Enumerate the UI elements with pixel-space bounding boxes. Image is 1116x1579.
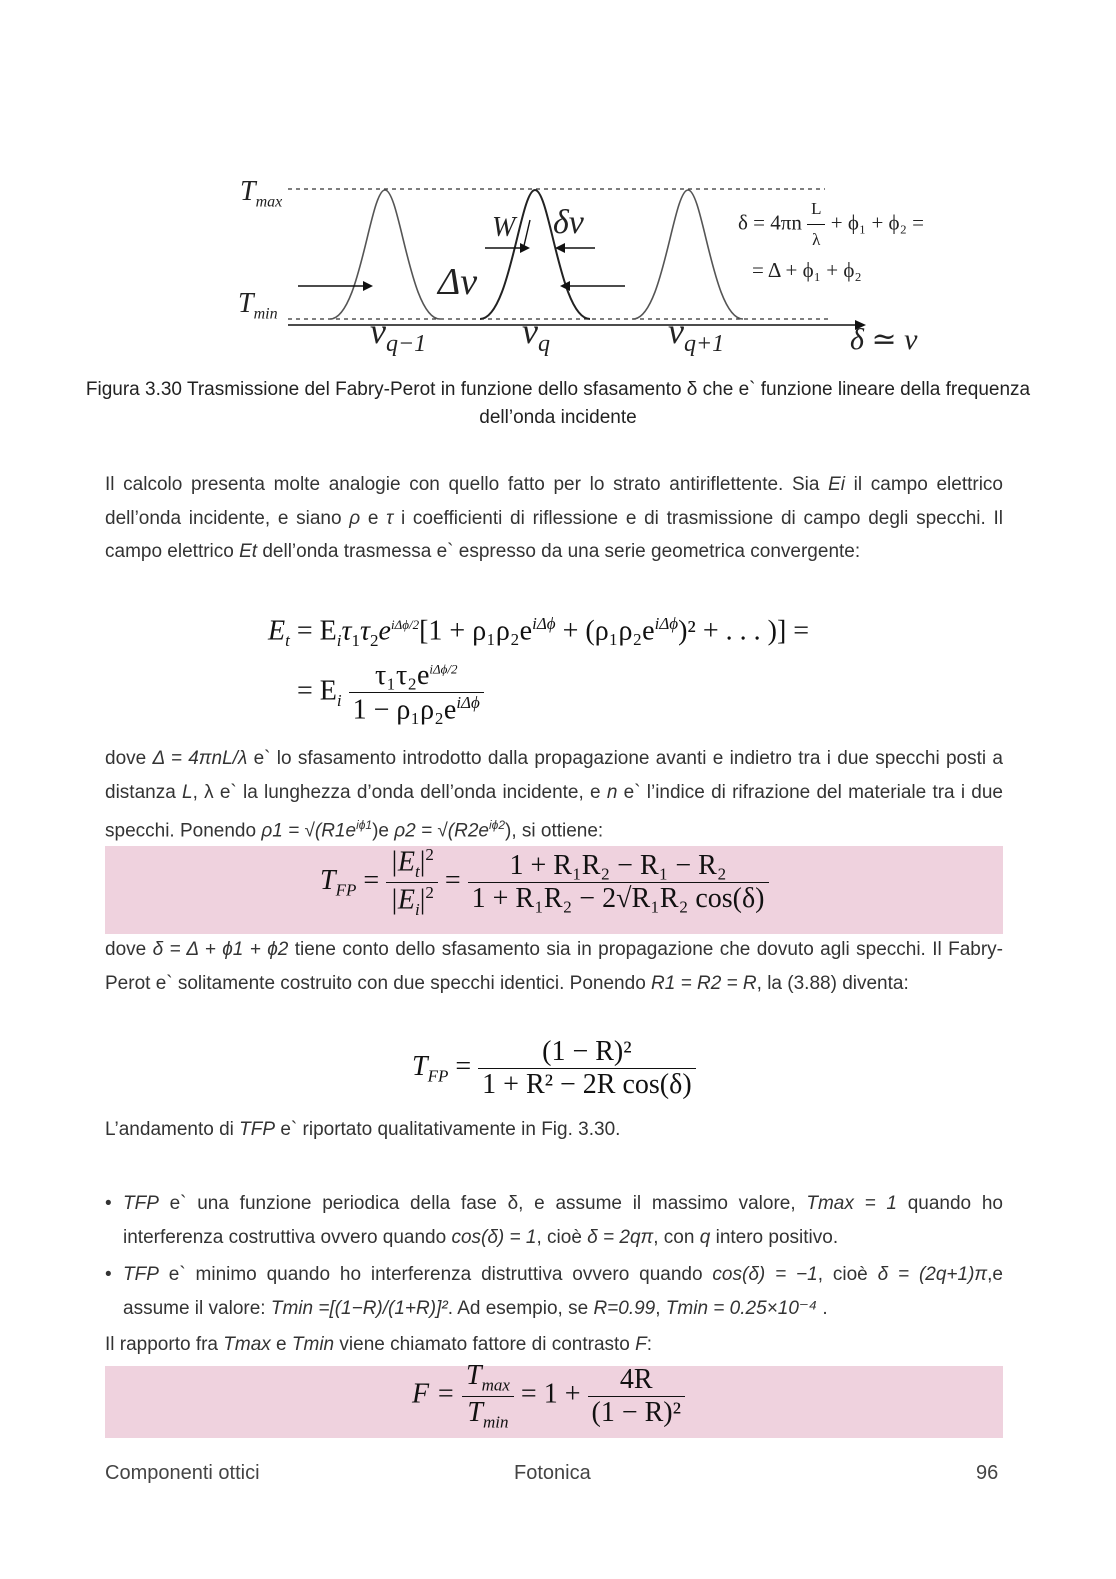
tmax-label: $T_{max}$ <box>240 176 283 211</box>
figure-caption: Figura 3.30 Trasmissione del Fabry-Perot in funzione dello sfasamento δ che e` funzione lineare della frequenza dell’onda incidente <box>85 379 1031 428</box>
equation-contrast: F = $\frac{T_{max}}{T_{min}}$ = 1 + $\frac{4R}{\text{(1 − R)²}}$ <box>412 1360 685 1432</box>
peak-q-minus-1 <box>330 190 440 319</box>
footer-page-number: 96 <box>976 1462 999 1484</box>
paragraph-4: L’andamento di TFP e` riportato qualitativamente in Fig. 3.30. <box>105 1119 621 1140</box>
bullet-2: • TFP e` minimo quando ho interferenza distruttiva ovvero quando cos(δ) = −1, cioè δ = (2q+1)π,e assume il valore: Tmin =[(1−R)/(1+R)]². Ad esempio, se R=0.99, Tmin = 0.25×10⁻⁴ . <box>105 1264 1004 1319</box>
figure <box>230 170 990 370</box>
paragraph-5: Il rapporto fra Tmax e Tmin viene chiamato fattore di contrasto F: <box>105 1334 653 1355</box>
paragraph-1: Il calcolo presenta molte analogie con quello fatto per lo strato antiriflettente. Sia Ei il campo elettrico dell’onda incidente, e siano ρ e τ i coefficienti di riflessione e di trasmissione di campo degli specchi. Il campo elettrico Et dell’onda trasmessa e` espresso da una serie geometrica convergente: <box>105 474 1003 562</box>
Dnu-label: Δν <box>438 261 478 303</box>
nu-q-minus-1-label: $\nu_{q-1}$ <box>370 311 427 358</box>
equation-tfp-identical: $T_{FP}$ = $\frac{\text{(1 − R)²}}{\text{1 + R² − 2R cos(δ)}}$ <box>412 1036 696 1101</box>
paragraph-3: dove δ = Δ + ϕ1 + ϕ2 tiene conto dello sfasamento sia in propagazione che dovuto agli specchi. Il Fabry-Perot e` solitamente costruito con due specchi identici. Ponendo R1 = R2 = R, la (3.88) diventa: <box>105 939 1003 994</box>
figure-formula: δ = 4πn $\frac{L}{\lambda}$ + ϕ₁ + ϕ₂ = = Δ + ϕ₁ + ϕ₂ <box>738 199 925 282</box>
footer-center: Fotonica <box>514 1462 591 1484</box>
bullet-1: • TFP e` una funzione periodica della fase δ, e assume il massimo valore, Tmax = 1 quando ho interferenza costruttiva ovvero quando cos(δ) = 1, cioè δ = 2qπ, con q intero positivo. <box>105 1193 1003 1248</box>
w-label: W <box>492 212 516 243</box>
paragraph-2: dove Δ = 4πnL/λ e` lo sfasamento introdotto dalla propagazione avanti e indietro tra i due specchi posti a distanza L, λ e` la lunghezza d’onda dell’onda incidente, e n e` l’indice di rifrazione del materiale tra i due specchi. Ponendo $\rho 1 = √(R1e^{i\phi 1})e$ $\rho 2 = √(R2e^{i\phi 2})$, si ottiene: <box>105 748 1004 842</box>
equation-transmitted-field-line2: = $E_i$ $\frac{\tau_1\tau_2e^{i\Delta\phi/2}}{1 - \rho_1\rho_2e^{i\Delta\phi}}$ <box>297 660 484 726</box>
peak-q-plus-1 <box>633 190 743 319</box>
axis-label: δ ≃ ν <box>850 323 918 356</box>
nu-q-label: $\nu_q$ <box>522 311 550 358</box>
dnu-label: δν <box>553 204 584 241</box>
equation-tfp: $T_{FP}$ = $\frac{|E_t|^2}{|E_i|^2}$ = $\frac{\text{1 + R₁R₂ − R₁ − R₂}}{\text{1 + R₁R₂ − 2√R₁R₂ cos(δ)}}$ <box>320 845 769 920</box>
tmin-label: $T_{min}$ <box>238 288 278 323</box>
equation-transmitted-field: $E_t = E_i\tau_1\tau_2e^{i\Delta\phi/2}[1 + \rho_1\rho_2e^{i\Delta\phi} + (\rho_1\rho_2e^{i\Delta\phi})^2$ + . . . )] = <box>268 614 810 650</box>
nu-q-plus-1-label: $\nu_{q+1}$ <box>668 311 725 358</box>
footer-left: Componenti ottici <box>105 1462 260 1484</box>
